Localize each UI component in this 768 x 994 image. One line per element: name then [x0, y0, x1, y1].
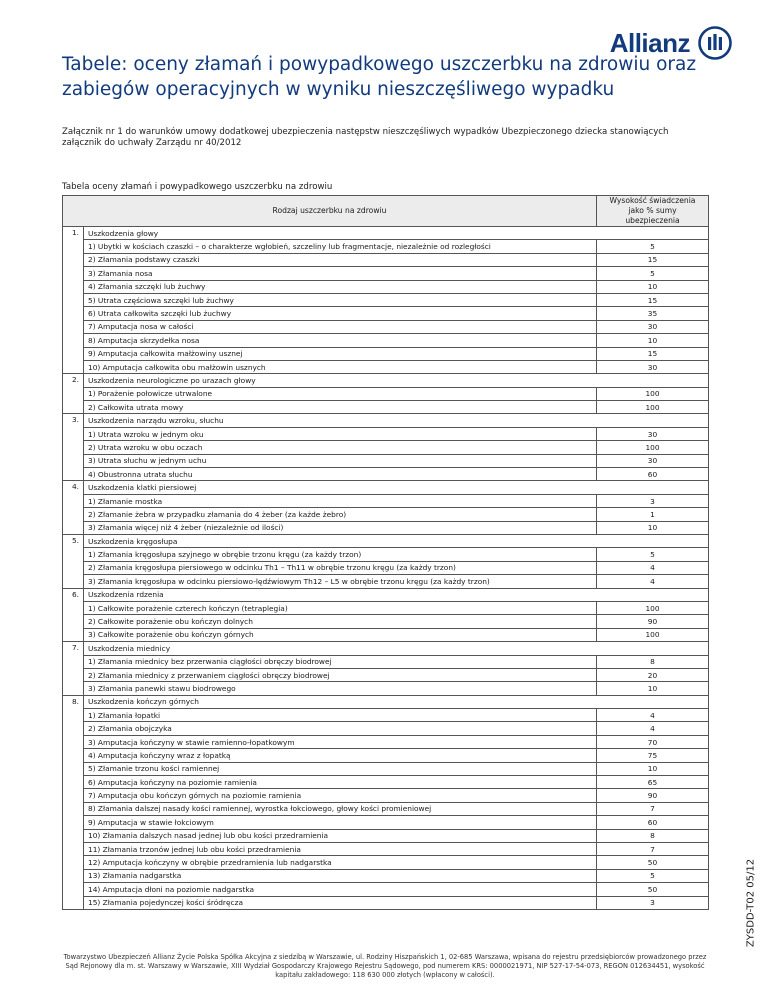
injury-label: 4) Złamania szczęki lub żuchwy: [84, 280, 597, 293]
table-row: [63, 842, 709, 855]
benefit-percent: 8: [597, 829, 709, 842]
injury-label: 11) Złamania trzonów jednej lub obu kości przedramienia: [84, 842, 597, 855]
injury-label: 2) Całkowita utrata mowy: [84, 401, 597, 414]
category-value-blank: [597, 227, 709, 240]
table-row: [63, 628, 709, 641]
table-row: [63, 427, 709, 440]
benefit-percent: 100: [597, 401, 709, 414]
benefit-percent: 100: [597, 441, 709, 454]
injury-label: 9) Amputacja całkowita małżowiny usznej: [84, 347, 597, 360]
benefit-percent: 20: [597, 668, 709, 681]
injury-label: 2) Złamanie żebra w przypadku złamania do 4 żeber (za każde żebro): [84, 508, 597, 521]
benefit-percent: 10: [597, 334, 709, 347]
category-row: [63, 695, 709, 708]
table-row: [63, 548, 709, 561]
table-row: [63, 508, 709, 521]
table-row: [63, 601, 709, 614]
injury-label: 1) Ubytki w kościach czaszki – o charakterze wgłobień, szczeliny lub fragmentacje, niezależnie od rozległości: [84, 240, 597, 253]
benefit-percent: 50: [597, 883, 709, 896]
category-number: 5.: [63, 534, 84, 588]
benefit-percent: 30: [597, 360, 709, 373]
table-row: [63, 347, 709, 360]
benefit-percent: 100: [597, 387, 709, 400]
table-row: [63, 334, 709, 347]
injury-label: 8) Amputacja skrzydełka nosa: [84, 334, 597, 347]
category-row: [63, 642, 709, 655]
injury-label: 14) Amputacja dłoni na poziomie nadgarstka: [84, 883, 597, 896]
injury-label: 1) Całkowite porażenie czterech kończyn (tetraplegia): [84, 601, 597, 614]
benefit-percent: 4: [597, 709, 709, 722]
category-name: Uszkodzenia neurologiczne po urazach głowy: [84, 374, 597, 387]
benefit-percent: 8: [597, 655, 709, 668]
table-row: [63, 883, 709, 896]
benefit-percent: 10: [597, 521, 709, 534]
injury-label: 10) Amputacja całkowita obu małżowin usznych: [84, 360, 597, 373]
table-row: [63, 293, 709, 306]
category-name: Uszkodzenia głowy: [84, 227, 597, 240]
table-caption: Tabela oceny złamań i powypadkowego uszczerbku na zdrowiu: [62, 182, 333, 192]
benefit-percent: 10: [597, 280, 709, 293]
benefit-percent: 30: [597, 427, 709, 440]
table-row: [63, 735, 709, 748]
benefit-percent: 7: [597, 802, 709, 815]
injury-label: 1) Złamania kręgosłupa szyjnego w obrębie trzonu kręgu (za każdy trzon): [84, 548, 597, 561]
table-row: [63, 856, 709, 869]
table-row: [63, 468, 709, 481]
category-name: Uszkodzenia klatki piersiowej: [84, 481, 597, 494]
category-name: Uszkodzenia miednicy: [84, 642, 597, 655]
table-row: [63, 454, 709, 467]
category-row: [63, 414, 709, 427]
document-code-text: ZYSDD-T02 05/12: [745, 858, 757, 948]
category-value-blank: [597, 374, 709, 387]
injury-label: 3) Złamania kręgosłupa w odcinku piersiowo-lędźwiowym Th12 – L5 w obrębie trzonu kręgu (za każdy trzon): [84, 575, 597, 588]
table-row: [63, 561, 709, 574]
benefit-percent: 10: [597, 762, 709, 775]
category-value-blank: [597, 695, 709, 708]
injury-label: 3) Złamania nosa: [84, 267, 597, 280]
benefit-percent: 4: [597, 575, 709, 588]
benefit-percent: 100: [597, 601, 709, 614]
benefit-percent: 10: [597, 682, 709, 695]
injury-label: 2) Złamania miednicy z przerwaniem ciągłości obręczy biodrowej: [84, 668, 597, 681]
table-row: [63, 722, 709, 735]
injury-label: 4) Amputacja kończyny wraz z łopatką: [84, 749, 597, 762]
table-row: [63, 668, 709, 681]
benefit-percent: 65: [597, 776, 709, 789]
injury-label: 3) Utrata słuchu w jednym uchu: [84, 454, 597, 467]
table-row: [63, 709, 709, 722]
injury-label: 2) Utrata wzroku w obu oczach: [84, 441, 597, 454]
injury-label: 1) Złamania miednicy bez przerwania ciągłości obręczy biodrowej: [84, 655, 597, 668]
injury-label: 3) Złamania więcej niż 4 żeber (niezależnie od ilości): [84, 521, 597, 534]
injury-label: 9) Amputacja w stawie łokciowym: [84, 816, 597, 829]
allianz-eagle-logo-icon: [698, 26, 732, 60]
benefit-percent: 90: [597, 615, 709, 628]
benefit-percent: 30: [597, 320, 709, 333]
category-number: 1.: [63, 227, 84, 374]
table-row: [63, 320, 709, 333]
injury-label: 3) Złamania panewki stawu biodrowego: [84, 682, 597, 695]
injury-label: 7) Amputacja obu kończyn górnych na poziomie ramienia: [84, 789, 597, 802]
injury-label: 1) Utrata wzroku w jednym oku: [84, 427, 597, 440]
injury-label: 1) Złamanie mostka: [84, 494, 597, 507]
table-row: [63, 776, 709, 789]
table-row: [63, 749, 709, 762]
category-number: 3.: [63, 414, 84, 481]
benefit-percent: 75: [597, 749, 709, 762]
benefit-percent: 60: [597, 468, 709, 481]
benefit-percent: 7: [597, 842, 709, 855]
category-number: 8.: [63, 695, 84, 909]
injury-label: 4) Obustronna utrata słuchu: [84, 468, 597, 481]
table-row: [63, 267, 709, 280]
benefit-percent: 1: [597, 508, 709, 521]
benefit-percent: 5: [597, 240, 709, 253]
benefit-percent: 50: [597, 856, 709, 869]
table-header-row: [63, 196, 709, 227]
category-row: [63, 588, 709, 601]
benefit-percent: 100: [597, 628, 709, 641]
table-row: [63, 280, 709, 293]
table-row: [63, 655, 709, 668]
injury-label: 1) Porażenie połowicze utrwalone: [84, 387, 597, 400]
benefit-percent: 5: [597, 869, 709, 882]
header-injury-type: Rodzaj uszczerbku na zdrowiu: [63, 196, 597, 227]
benefit-percent: 4: [597, 561, 709, 574]
category-row: [63, 374, 709, 387]
category-row: [63, 227, 709, 240]
table-body: [63, 227, 709, 910]
injury-label: 2) Złamania kręgosłupa piersiowego w odcinku Th1 – Th11 w obrębie trzonu kręgu (za każdy trzon): [84, 561, 597, 574]
benefit-percent: 15: [597, 253, 709, 266]
injury-label: 6) Amputacja kończyny na poziomie ramienia: [84, 776, 597, 789]
category-row: [63, 481, 709, 494]
benefit-percent: 35: [597, 307, 709, 320]
table-row: [63, 360, 709, 373]
injury-label: 12) Amputacja kończyny w obrębie przedramienia lub nadgarstka: [84, 856, 597, 869]
category-number: 7.: [63, 642, 84, 696]
table-row: [63, 789, 709, 802]
category-value-blank: [597, 642, 709, 655]
injury-label: 5) Utrata częściowa szczęki lub żuchwy: [84, 293, 597, 306]
injury-label: 3) Amputacja kończyny w stawie ramienno-łopatkowym: [84, 735, 597, 748]
benefit-percent: 30: [597, 454, 709, 467]
benefit-percent: 5: [597, 548, 709, 561]
table-row: [63, 387, 709, 400]
table-row: [63, 829, 709, 842]
benefit-percent: 60: [597, 816, 709, 829]
benefit-percent: 15: [597, 293, 709, 306]
injury-label: 10) Złamania dalszych nasad jednej lub obu kości przedramienia: [84, 829, 597, 842]
category-number: 6.: [63, 588, 84, 642]
table-row: [63, 401, 709, 414]
assessment-table-container: [62, 195, 708, 910]
benefit-percent: 4: [597, 722, 709, 735]
benefit-percent: 15: [597, 347, 709, 360]
injury-label: 6) Utrata całkowita szczęki lub żuchwy: [84, 307, 597, 320]
table-row: [63, 575, 709, 588]
brand-name: Allianz: [609, 27, 690, 58]
benefit-percent: 90: [597, 789, 709, 802]
benefit-percent: 3: [597, 494, 709, 507]
injury-label: 2) Złamania obojczyka: [84, 722, 597, 735]
category-value-blank: [597, 481, 709, 494]
category-number: 4.: [63, 481, 84, 535]
injury-label: 13) Złamania nadgarstka: [84, 869, 597, 882]
category-row: [63, 534, 709, 547]
table-row: [63, 802, 709, 815]
category-number: 2.: [63, 374, 84, 414]
document-code: [742, 858, 760, 948]
benefit-percent: 5: [597, 267, 709, 280]
category-value-blank: [597, 414, 709, 427]
table-row: [63, 682, 709, 695]
injury-label: 2) Całkowite porażenie obu kończyn dolnych: [84, 615, 597, 628]
table-row: [63, 494, 709, 507]
table-row: [63, 816, 709, 829]
table-row: [63, 253, 709, 266]
category-name: Uszkodzenia narządu wzroku, słuchu: [84, 414, 597, 427]
header-benefit-percent: Wysokość świadczenia jako % sumy ubezpieczenia: [597, 196, 709, 227]
company-footer: Towarzystwo Ubezpieczeń Allianz Życie Polska Spółka Akcyjna z siedzibą w Warszawie, ul. Rodziny Hiszpańskich 1, 02-685 Warszawa, wpisana do rejestru przedsiębiorców prowadzonego przez Sąd Rejonowy dla m. st. Warszawy w Warszawie, XIII Wydział Gospodarczy Krajowego Rejestru Sądowego, pod numerem KRS: 0000021971, NIP 527-17-54-073, REGON 012634451, wysokość kapitału zakładowego: 118 630 000 złotych (wpłacony w całości).: [63, 953, 707, 979]
category-value-blank: [597, 588, 709, 601]
table-row: [63, 441, 709, 454]
table-row: [63, 240, 709, 253]
table-row: [63, 615, 709, 628]
table-row: [63, 896, 709, 909]
table-row: [63, 307, 709, 320]
injury-label: 3) Całkowite porażenie obu kończyn górnych: [84, 628, 597, 641]
document-subtitle: Załącznik nr 1 do warunków umowy dodatkowej ubezpieczenia następstw nieszczęśliwych wypadków Ubezpieczonego dziecka stanowiących załącznik do uchwały Zarządu nr 40/2012: [62, 127, 669, 148]
page-title: Tabele: oceny złamań i powypadkowego uszczerbku na zdrowiu oraz zabiegów operacyjnych w wyniku nieszczęśliwego wypadku: [62, 54, 697, 100]
benefit-percent: 3: [597, 896, 709, 909]
assessment-table: [62, 195, 709, 910]
table-row: [63, 869, 709, 882]
injury-label: 8) Złamania dalszej nasady kości ramiennej, wyrostka łokciowego, głowy kości promieniowej: [84, 802, 597, 815]
category-name: Uszkodzenia kończyn górnych: [84, 695, 597, 708]
injury-label: 15) Złamania pojedynczej kości śródręcza: [84, 896, 597, 909]
category-name: Uszkodzenia rdzenia: [84, 588, 597, 601]
table-row: [63, 521, 709, 534]
category-name: Uszkodzenia kręgosłupa: [84, 534, 597, 547]
injury-label: 1) Złamania łopatki: [84, 709, 597, 722]
benefit-percent: 70: [597, 735, 709, 748]
injury-label: 5) Złamanie trzonu kości ramiennej: [84, 762, 597, 775]
injury-label: 2) Złamania podstawy czaszki: [84, 253, 597, 266]
injury-label: 7) Amputacja nosa w całości: [84, 320, 597, 333]
table-row: [63, 762, 709, 775]
category-value-blank: [597, 534, 709, 547]
